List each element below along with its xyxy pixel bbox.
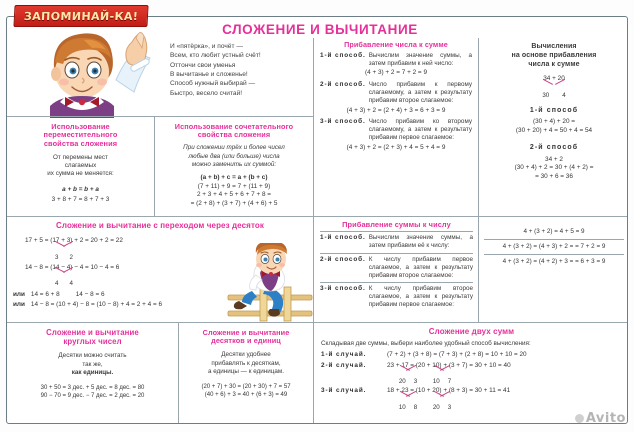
divider — [313, 322, 314, 423]
method-number: 3-й способ. — [320, 118, 366, 126]
divider — [7, 116, 313, 117]
poem-line: Быстро, весело считай! — [170, 89, 243, 97]
divider — [178, 322, 179, 423]
panel-header: Сложение и вычитание с переходом через десяток — [56, 221, 264, 230]
decomposition-tree — [393, 396, 622, 411]
divider — [154, 116, 155, 216]
poem-line: Оттончи свои уменья — [170, 61, 236, 69]
tree-leaf-left: 3 — [55, 253, 59, 261]
method-text: Вычислим значение суммы, а затем прибавим её к числу: — [368, 234, 473, 250]
divider — [313, 216, 314, 323]
panel-formula: 30 + 50 = 3 дес. + 5 дес. = 8 дес. = 80 — [40, 385, 145, 392]
panel-header-line: десятков и единиц — [211, 336, 281, 346]
way1-label: 1-й способ — [529, 106, 579, 114]
panel-text-line: прибавлять к десяткам, — [211, 359, 281, 367]
case-label: 3-й случай. — [321, 387, 367, 395]
panel-formula: 90 − 70 = 9 дес. − 7 дес. = 2 дес. = 20 — [40, 393, 145, 400]
panel-header: Прибавление суммы к числу — [342, 220, 451, 229]
panel-formula: a + b = b + a — [62, 185, 99, 193]
case-row — [321, 362, 622, 371]
method-text: К числу прибавим второе слагаемое, а затем к результату прибавим первое слагаемое: — [368, 285, 473, 309]
method-number: 2-й способ. — [320, 80, 366, 88]
case-formula: (7 + 2) + (3 + 8) = (7 + 3) + (2 + 8) = 10 + 10 = 20 — [387, 351, 527, 359]
crossing-line-2: 14 − 8 = (14 − 4) − 4 = 10 − 4 = 6 — [25, 263, 120, 271]
panel-header-line: круглых чисел — [63, 336, 122, 346]
panel-tens-units — [181, 325, 311, 421]
panel-header-line: числа к сумме — [528, 61, 580, 69]
divider — [313, 116, 314, 216]
panel-formula: (40 + 6) + 3 = 40 + (6 + 3) = 49 — [204, 392, 288, 399]
panel-header: Сложение двух сумм — [428, 327, 515, 336]
method-row — [320, 81, 472, 106]
divider — [478, 216, 479, 323]
alt-formula-a: 14 − 8 = (10 + 4) − 8 = (10 − 8) + 4 = 2 + 4 = 6 — [30, 300, 163, 308]
panel-text-line: можно заменить их суммой: — [191, 160, 277, 168]
tree-leaf: 3 — [413, 378, 418, 386]
table-row — [484, 225, 624, 240]
panel-intro: Складывая две суммы, выбери наиболее удобный способ вычисления: — [321, 339, 531, 347]
method-formula: (4 + 3) + 2 = 7 + 2 = 9 — [365, 69, 427, 77]
tree-leaf: 8 — [413, 403, 418, 411]
poem-line: В вычитанье и сложенье! — [170, 71, 248, 79]
method-text: Число прибавим к первому слагаемому, а затем к результату прибавим второе слагаемое: — [368, 80, 472, 105]
panel-header-line: на основе прибавления — [511, 52, 597, 60]
poem-block — [170, 42, 310, 106]
method-number: 1-й способ. — [320, 52, 366, 60]
tree-leaf: 20 — [398, 378, 406, 386]
panel-calc-by-adding — [481, 39, 627, 215]
decomposition-tree — [47, 272, 81, 287]
alt-prefix: или — [13, 300, 25, 308]
panel-text-line: слагаемых — [64, 162, 97, 170]
panel-header: Прибавление числа к сумме — [344, 40, 448, 49]
tree-top: 34 + 20 — [543, 75, 565, 83]
ribbon-banner — [13, 5, 148, 27]
poem-line: И «пятёрка», и почёт — — [170, 43, 243, 50]
panel-header-line: Сложение и вычитание — [46, 328, 139, 337]
panel-header-line: Вычисления — [531, 43, 577, 50]
boy-pointing-finger-icon — [32, 22, 172, 118]
panel-commutative-property — [8, 119, 153, 214]
divider — [7, 322, 627, 323]
method-block — [320, 253, 473, 281]
poem-line: Способ нужный выбирай — — [170, 80, 256, 88]
formula-cell: 4 + (3 + 2) = (4 + 3) + 2 = = 7 + 2 = 9 — [484, 240, 624, 255]
tree-legs — [539, 84, 569, 92]
table-row — [484, 255, 624, 270]
method-text: Вычислим значение суммы, а затем прибавим к ней число: — [368, 52, 472, 68]
panel-header-line: свойства сложения — [43, 138, 118, 148]
panel-two-sums — [316, 325, 627, 421]
case-row — [321, 351, 622, 360]
panel-text-line: От перемены мест — [53, 153, 108, 161]
method-formula: (4 + 3) + 2 = (2 + 4) + 3 = 6 + 3 = 9 — [346, 106, 446, 114]
panel-add-number-to-sum — [316, 39, 476, 215]
panel-text-line: так же, — [82, 360, 103, 368]
panel-add-sum-to-number — [316, 219, 477, 321]
tree-leaf: 10 — [398, 403, 406, 411]
panel-text-line: как единицы. — [71, 369, 114, 377]
case-formula: 18 + 23 = (10 + 20) + (8 + 3) = 30 + 11 = 41 — [387, 387, 511, 395]
method-row — [320, 52, 472, 68]
method-row — [320, 118, 472, 143]
formula-cell: 4 + (3 + 2) = (4 + 2) + 3 = = 6 + 3 = 9 — [484, 255, 624, 270]
watermark-label: Avito — [585, 411, 626, 426]
panel-header-line: Сложение и вычитание — [202, 328, 290, 337]
method-number: 2-й способ. — [320, 255, 366, 263]
panel-header-line: переместительного — [43, 130, 118, 140]
decomposition-tree — [47, 246, 81, 261]
case-label: 2-й случай. — [321, 361, 367, 369]
panel-text-line: любые два (или больше) числа — [188, 152, 280, 160]
panel-formula: (20 + 7) + 30 = (20 + 30) + 7 = 57 — [201, 384, 291, 391]
page-title: СЛОЖЕНИЕ И ВЫЧИТАНИЕ — [170, 22, 470, 38]
tree-leaf-left: 30 — [542, 91, 550, 99]
divider — [7, 216, 627, 217]
boy-sitting-on-fence-illustration — [226, 243, 314, 323]
method-block — [320, 282, 473, 310]
method-text: К числу прибавим первое слагаемое, а затем к результату прибавим второе слагаемое: — [368, 255, 473, 279]
way2-line: = 30 + 6 = 36 — [535, 172, 573, 180]
tree-leaf-left: 4 — [55, 280, 59, 288]
alt-formula-a: 14 = 6 + 8 — [30, 291, 60, 299]
panel-header-line: свойства сложения — [197, 130, 271, 140]
tree-leaf-right: 2 — [69, 253, 73, 261]
boy-sitting-on-fence-icon — [226, 243, 314, 323]
panel-header-line: Использование — [51, 122, 110, 131]
panel-formula: = (2 + 8) + (3 + 7) + (4 + 6) + 5 — [190, 199, 278, 207]
way1-line: (30 + 20) + 4 = 50 + 4 = 54 — [515, 126, 593, 134]
way2-line: 34 + 2 — [545, 155, 563, 163]
tree-leaf-right: 4 — [562, 91, 566, 99]
panel-formula: (a + b) + c = a + (b + c) — [200, 174, 268, 182]
tree-leaf: 7 — [447, 378, 452, 386]
table-row — [484, 240, 624, 255]
panel-add-sum-formulas — [481, 225, 627, 321]
case-label: 1-й случай. — [321, 351, 367, 359]
panel-round-numbers — [8, 325, 177, 421]
method-block — [320, 231, 473, 250]
boy-pointing-finger-illustration — [32, 22, 172, 118]
alt-formula-b: 14 − 8 = 6 — [75, 291, 105, 299]
panel-text-line: При сложении трёх и более чисел — [183, 144, 285, 152]
case-formula: 23 + 17 = (20 + 10) + (3 + 7) = 30 + 10 = 40 — [387, 361, 511, 369]
decomposition-tree — [393, 370, 622, 385]
panel-text-line: а единицы — к единицам. — [208, 367, 284, 375]
method-formula: (4 + 3) + 2 = (2 + 3) + 4 = 5 + 4 = 9 — [346, 143, 446, 151]
formula-cell: 4 + (3 + 2) = 4 + 5 = 9 — [523, 228, 585, 235]
method-text: Число прибавим ко второму слагаемому, а затем к результату прибавим первое слагаемое: — [368, 118, 472, 142]
watermark-dot-icon — [575, 414, 584, 423]
panel-text-line: их сумма не меняется: — [47, 170, 114, 178]
method-number: 3-й способ. — [320, 285, 366, 293]
way2-line: (30 + 4) + 2 = 30 + (4 + 2) = — [514, 164, 594, 172]
divider — [478, 38, 479, 216]
panel-text-line: Десятки удобнее — [221, 351, 271, 359]
panel-text-line: Десятки можно считать — [58, 352, 127, 360]
ribbon-label: ЗАПОМИНАЙ-КА! — [23, 9, 139, 23]
poem-line: Всем, кто любит устный счёт! — [170, 52, 261, 60]
decomposition-tree — [485, 75, 623, 99]
divider — [313, 38, 314, 116]
panel-associative-property — [157, 119, 311, 214]
panel-formula: 3 + 8 + 7 = 8 + 7 + 3 — [51, 196, 110, 204]
panel-header-line: Использование сочетательного — [174, 122, 294, 131]
crossing-line-1: 17 + 5 = (17 + 3) + 2 = 20 + 2 = 22 — [25, 236, 123, 244]
tree-leaf: 10 — [432, 378, 440, 386]
tree-leaf-right: 4 — [69, 280, 73, 288]
case-row — [321, 387, 622, 396]
tree-leaf: 20 — [432, 403, 440, 411]
method-number: 1-й способ. — [320, 234, 366, 242]
way2-label: 2-й способ — [529, 144, 579, 152]
panel-formula: 2 + 3 + 4 + 5 + 6 + 7 + 8 = — [196, 191, 272, 199]
way1-line: (30 + 4) + 20 = — [532, 118, 576, 126]
alt-prefix: или — [13, 291, 25, 299]
tree-leaf: 3 — [447, 403, 452, 411]
panel-formula: (7 + 11) + 9 = 7 + (11 + 9) — [197, 182, 271, 190]
avito-watermark — [575, 411, 626, 426]
